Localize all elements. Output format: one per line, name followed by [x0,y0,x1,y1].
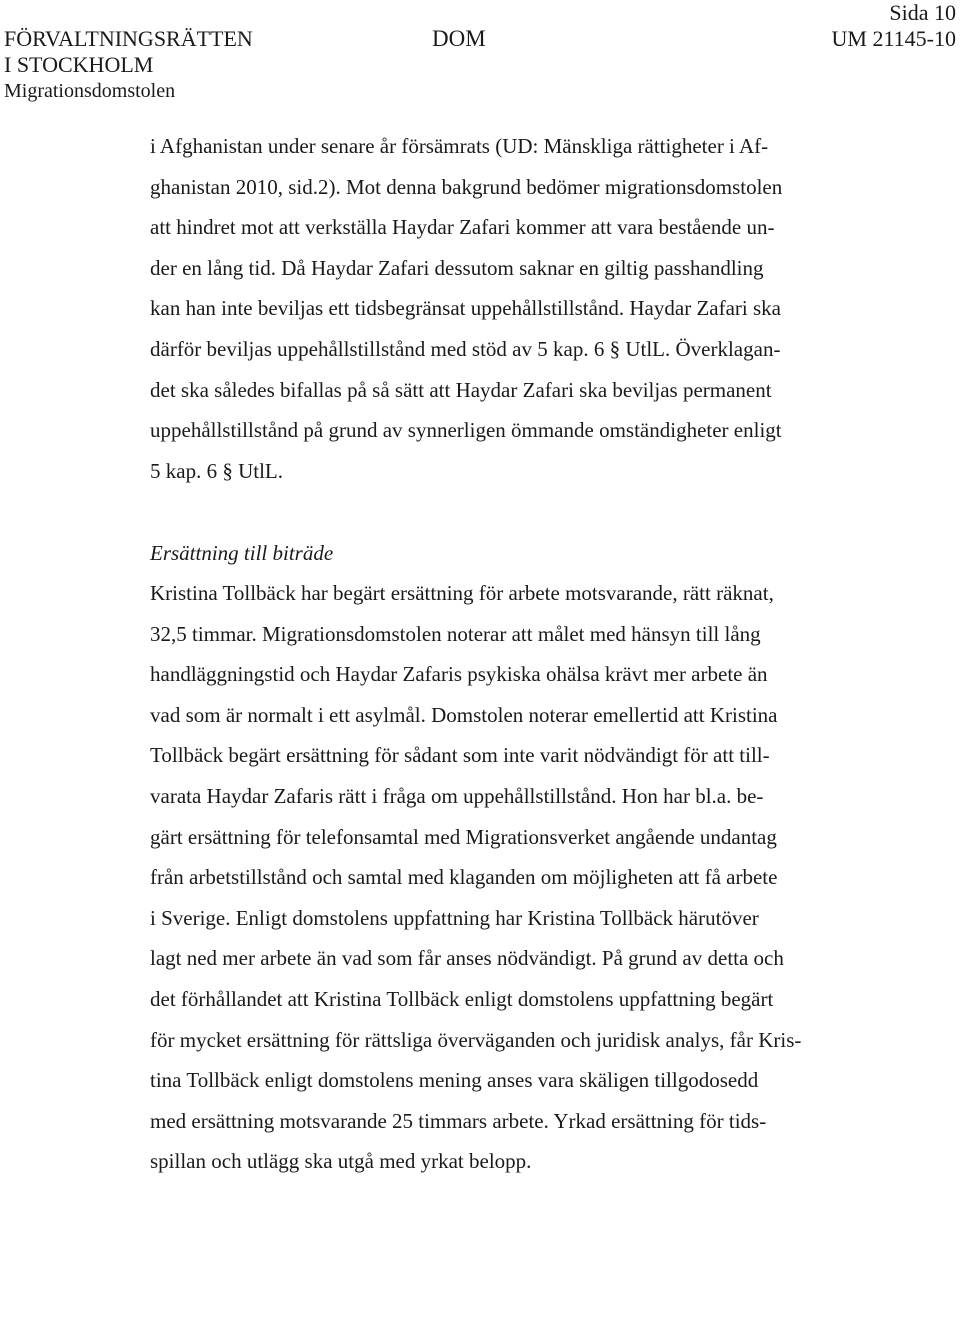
text-line: uppehållstillstånd på grund av synnerligen ömmande omständigheter enligt [150,418,782,443]
text-line: der en lång tid. Då Haydar Zafari dessutom saknar en giltig passhandling [150,255,764,280]
text-line: i Afghanistan under senare år försämrats (UD: Mänskliga rättigheter i Af- [150,134,769,158]
court-block [4,26,253,104]
text-line: tina Tollbäck enligt domstolens mening anses vara skäligen tillgodosedd [150,1068,759,1093]
court-name-line2: I STOCKHOLM [4,52,154,77]
paragraph-reasoning [150,126,862,491]
text-line: för mycket ersättning för rättsliga överväganden och juridisk analys, får Kris- [150,1027,802,1052]
text-line: det förhållandet att Kristina Tollbäck enligt domstolens uppfattning begärt [150,986,774,1011]
text-line: lagt ned mer arbete än vad som får anses nödvändigt. På grund av detta och [150,946,784,971]
text-line: vad som är normalt i ett asylmål. Domstolen noterar emellertid att Kristina [150,702,778,727]
text-line: att hindret mot att verkställa Haydar Zafari kommer att vara bestående un- [150,215,775,240]
text-line: spillan och utlägg ska utgå med yrkat belopp. [150,1149,532,1174]
text-line: ghanistan 2010, sid.2). Mot denna bakgrund bedömer migrationsdomstolen [150,174,783,199]
text-line: med ersättning motsvarande 25 timmars arbete. Yrkad ersättning för tids- [150,1108,767,1133]
document-type: DOM [432,26,486,51]
text-line: det ska således bifallas på så sätt att Haydar Zafari ska beviljas permanent [150,377,772,402]
text-line: handläggningstid och Haydar Zafaris psykiska ohälsa krävt mer arbete än [150,662,768,687]
text-line: kan han inte beviljas ett tidsbegränsat uppehållstillstånd. Haydar Zafari ska [150,296,781,321]
page-info [832,0,956,52]
text-line: varata Haydar Zafaris rätt i fråga om uppehållstillstånd. Hon har bl.a. be- [150,783,764,808]
case-number: UM 21145-10 [831,26,956,51]
paragraph-compensation [150,573,862,1182]
text-line: Tollbäck begärt ersättning för sådant som inte varit nödvändigt för att till- [150,743,770,768]
text-line: 32,5 timmar. Migrationsdomstolen noterar att målet med hänsyn till lång [150,621,761,646]
text-line: 5 kap. 6 § UtlL. [150,458,283,483]
text-line: i Sverige. Enligt domstolens uppfattning har Kristina Tollbäck härutöver [150,905,759,930]
court-name-line1: FÖRVALTNINGSRÄTTEN [4,26,253,51]
text-line: från arbetstillstånd och samtal med klaganden om möjligheten att få arbete [150,865,778,890]
court-department: Migrationsdomstolen [4,80,176,102]
page-number: Sida 10 [889,0,956,25]
text-line: därför beviljas uppehållstillstånd med stöd av 5 kap. 6 § UtlL. Överklagan- [150,336,781,361]
section-heading: Ersättning till biträde [150,541,334,565]
text-line: Kristina Tollbäck har begärt ersättning för arbete motsvarande, rätt räknat, [150,581,774,605]
text-line: gärt ersättning för telefonsamtal med Migrationsverket angående undantag [150,824,777,849]
page-header [0,0,960,110]
